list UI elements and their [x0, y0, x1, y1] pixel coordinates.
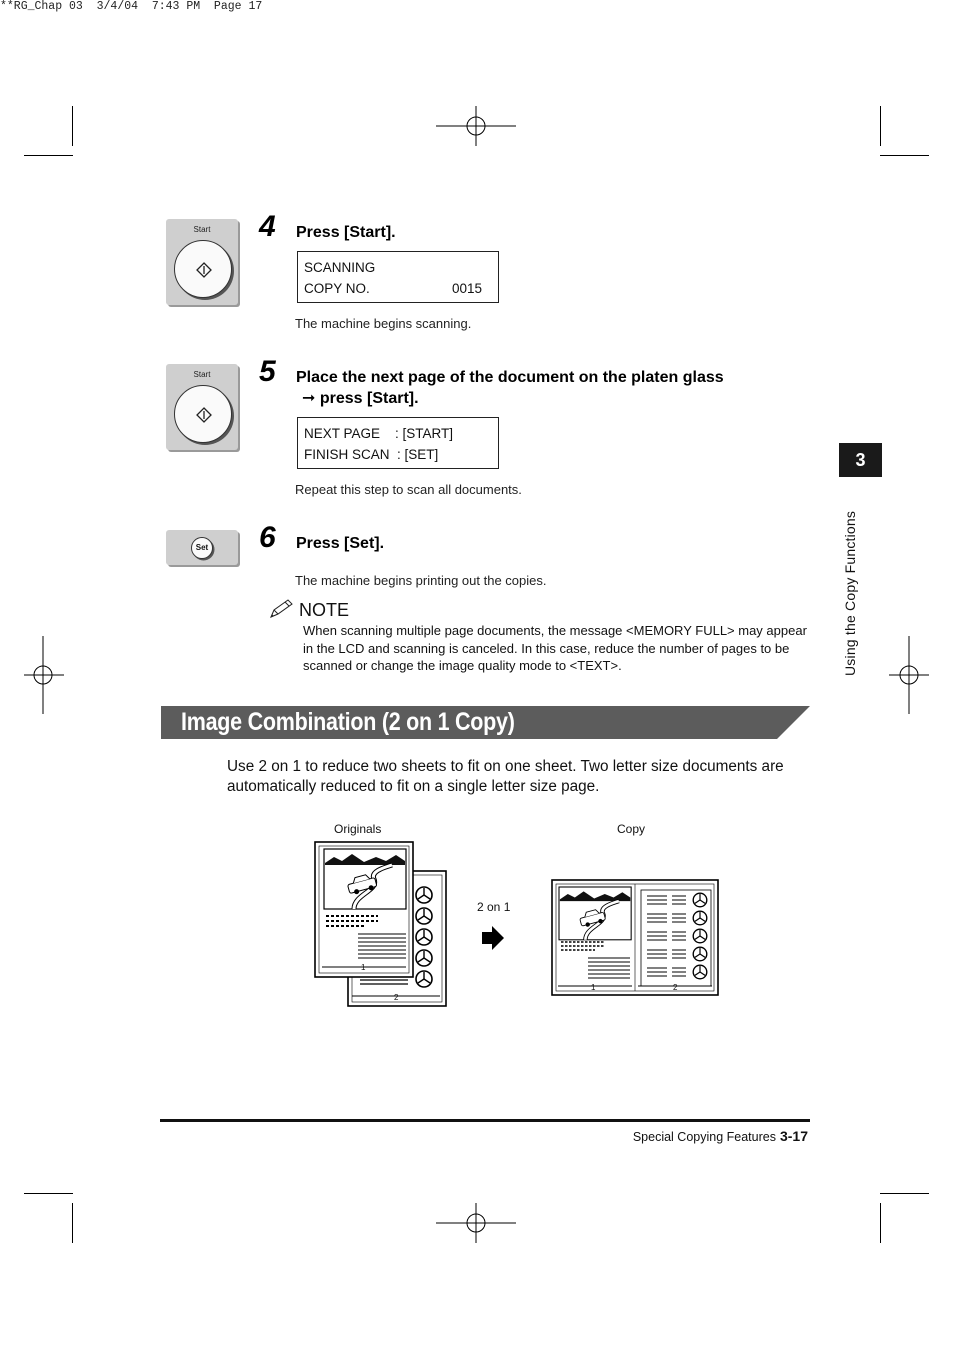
set-key-button: Set: [191, 537, 213, 559]
note-heading: NOTE: [299, 600, 350, 620]
copy-page-number-1: 1: [591, 983, 596, 992]
lcd-row: SCANNING: [304, 260, 376, 275]
start-key-illustration: [166, 364, 238, 450]
section-title: Image Combination (2 on 1 Copy): [181, 708, 515, 736]
print-slug: **RG_Chap 03 3/4/04 7:43 PM Page 17: [0, 0, 263, 13]
two-on-one-label: 2 on 1: [477, 900, 511, 914]
set-key-illustration: [166, 530, 238, 565]
lcd-display: [297, 251, 499, 303]
copy-page-number-2: 2: [673, 983, 678, 992]
lcd-row: COPY NO. 0015: [304, 281, 482, 296]
step-number: 5: [259, 355, 276, 388]
start-key-illustration: [166, 219, 238, 305]
step-caption: Repeat this step to scan all documents.: [295, 482, 522, 497]
footer-section: Special Copying Features: [632, 1130, 776, 1144]
start-key-button: [174, 385, 232, 443]
lcd-row: FINISH SCAN : [SET]: [304, 447, 439, 462]
copy-label: Copy: [617, 822, 646, 836]
chapter-tab: 3: [839, 443, 882, 477]
registration-mark-right: [889, 636, 929, 714]
pencil-icon: [268, 598, 296, 620]
originals-label: Originals: [334, 822, 382, 836]
start-key-label: Start: [193, 370, 211, 379]
start-key-label: Start: [193, 225, 211, 234]
arrow-icon: ➞: [302, 390, 316, 407]
page-number: 3-17: [779, 1128, 808, 1144]
section-intro: Use 2 on 1 to reduce two sheets to fit on one sheet. Two letter size documents are automatically reduced to fit on a single letter size page.: [227, 758, 784, 795]
footer-rule: [160, 1119, 810, 1122]
start-diamond-icon: [196, 262, 212, 278]
step-title: Place the next page of the document on the platen glass ➞ press [Start].: [296, 369, 724, 407]
step-number: 6: [259, 521, 276, 554]
footer: [633, 1128, 808, 1144]
step-number: 4: [259, 210, 276, 243]
note-body: When scanning multiple page documents, the message <MEMORY FULL> may appear in the LCD and scanning is canceled. In this case, reduce the number of pages to be scanned or change the image quality mode to <TEXT>.: [303, 623, 807, 673]
original-page-number-1: 1: [361, 963, 366, 972]
registration-mark-top: [436, 106, 516, 146]
chapter-title-vertical: Using the Copy Functions: [842, 510, 858, 676]
original-page-number-2: 2: [394, 993, 399, 1002]
step-caption: The machine begins scanning.: [295, 316, 472, 331]
step-title: Press [Set].: [296, 535, 385, 552]
step-title: Press [Start].: [296, 224, 396, 241]
start-diamond-icon: [196, 407, 212, 423]
lcd-row: NEXT PAGE : [START]: [304, 426, 454, 441]
start-key-button: [174, 240, 232, 298]
lcd-display: [297, 417, 499, 469]
two-on-one-diagram: [310, 838, 730, 1013]
step-caption: The machine begins printing out the copies.: [295, 573, 547, 588]
registration-mark-bottom: [436, 1203, 516, 1243]
registration-mark-left: [24, 636, 64, 714]
